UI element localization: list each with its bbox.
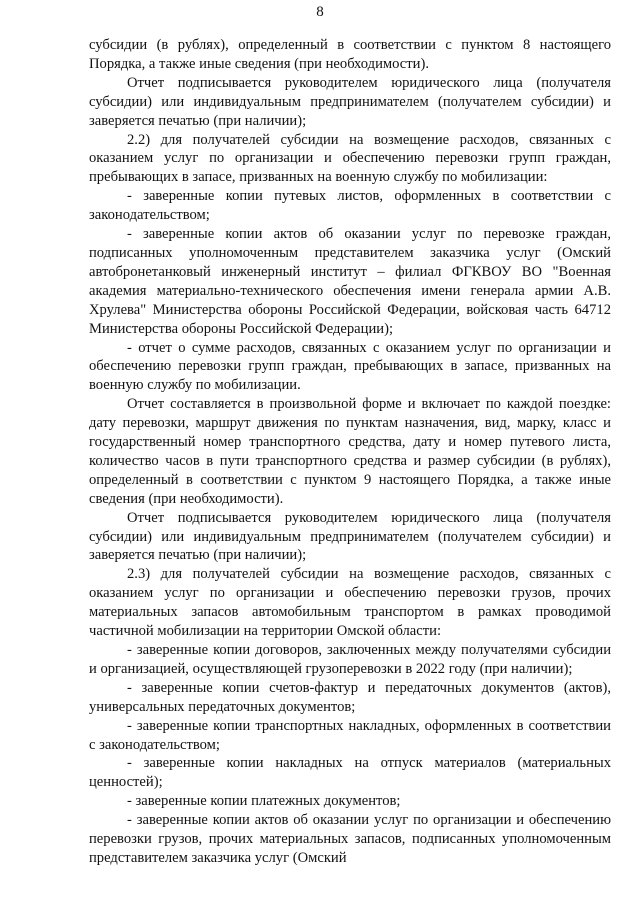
list-item: - отчет о сумме расходов, связанных с оказанием услуг по организации и обеспечению перевозки групп граждан, пребывающих в запасе, призванных на военную службу по мобилизации. bbox=[89, 339, 611, 394]
paragraph: Отчет составляется в произвольной форме и включает по каждой поездке: дату перевозки, маршрут движения по пунктам назначения, вид, марку, класс и государственный номер транспортного средства, дату и номер путевого листа, количество часов в пути транспортного средства и размер субсидии (в рублях), определенный в соответствии с пунктом 9 настоящего Порядка, а также иные сведения (при необходимости). bbox=[89, 396, 611, 507]
page-number: 8 bbox=[316, 4, 324, 20]
paragraph: 2.2) для получателей субсидии на возмещение расходов, связанных с оказанием услуг по организации и обеспечению перевозки групп граждан, пребывающих в запасе, призванных на военную службу по мобилизации: bbox=[89, 131, 611, 186]
paragraph: Отчет подписывается руководителем юридического лица (получателя субсидии) или индивидуальным предпринимателем (получателем субсидии) и заверяется печатью (при наличии); bbox=[89, 509, 611, 564]
document-body bbox=[89, 36, 611, 868]
list-item: - заверенные копии накладных на отпуск материалов (материальных ценностей); bbox=[89, 755, 611, 791]
paragraph: субсидии (в рублях), определенный в соответствии с пунктом 8 настоящего Порядка, а также иные сведения (при необходимости). bbox=[89, 37, 611, 72]
list-item: - заверенные копии счетов-фактур и передаточных документов (актов), универсальных передаточных документов; bbox=[89, 679, 611, 715]
list-item: - заверенные копии транспортных накладных, оформленных в соответствии с законодательством; bbox=[89, 717, 611, 753]
list-item: - заверенные копии актов об оказании услуг по перевозке граждан, подписанных уполномоченным представителем заказчика услуг (Омский автобронетанковый инженерный институт – филиал ФГКВОУ ВО "Военная академия материально-технического обеспечения имени генерала армии А.В. Хрулева" Министерства обороны Российской Федерации, войсковая часть 64712 Министерства обороны Российской Федерации); bbox=[89, 226, 611, 337]
paragraph: Отчет подписывается руководителем юридического лица (получателя субсидии) или индивидуальным предпринимателем (получателем субсидии) и заверяется печатью (при наличии); bbox=[89, 74, 611, 129]
list-item: - заверенные копии путевых листов, оформленных в соответствии с законодательством; bbox=[89, 188, 611, 224]
list-item: - заверенные копии договоров, заключенных между получателями субсидии и организацией, осуществляющей грузоперевозки в 2022 году (при наличии); bbox=[89, 642, 611, 677]
list-item: - заверенные копии платежных документов; bbox=[127, 793, 401, 810]
list-item: - заверенные копии актов об оказании услуг по организации и обеспечению перевозки грузов, прочих материальных запасов, подписанных уполномоченным представителем заказчика услуг (Омский bbox=[89, 812, 611, 866]
paragraph: 2.3) для получателей субсидии на возмещение расходов, связанных с оказанием услуг по организации и обеспечению перевозки грузов, прочих материальных запасов автомобильным транспортом в рамках проводимой частичной мобилизации на территории Омской области: bbox=[89, 566, 611, 640]
